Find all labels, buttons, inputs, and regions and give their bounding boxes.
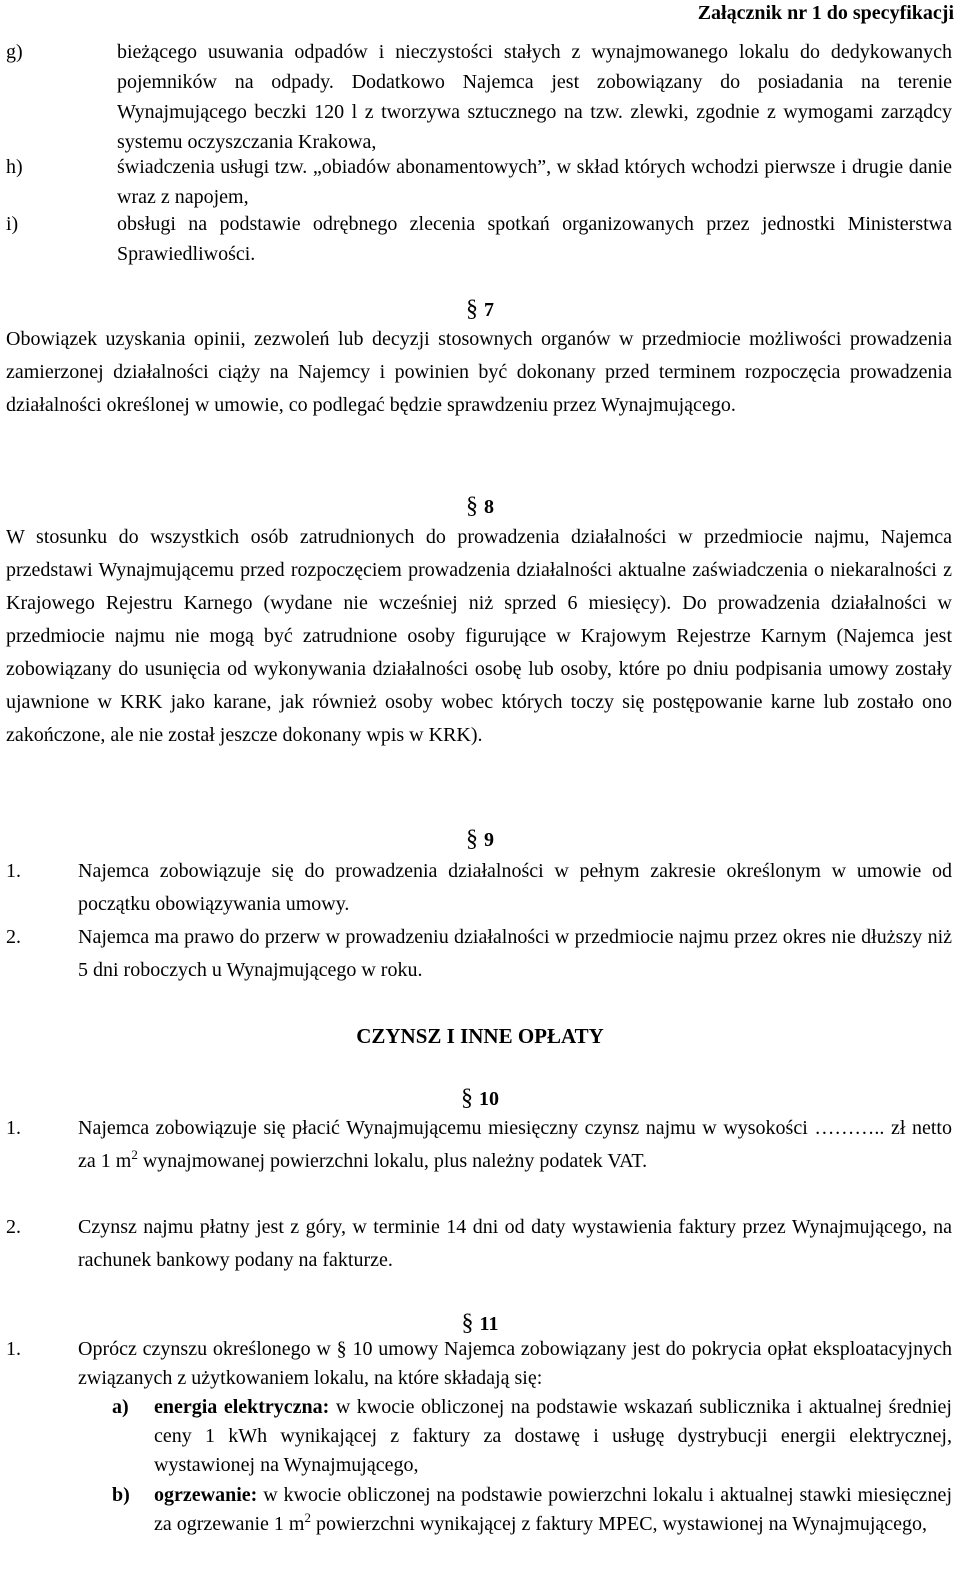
item-text: Najemca zobowiązuje się płacić Wynajmującemu miesięczny czynsz najmu w wysokości ……….. zł netto za 1 $m^2$ wynajmowanej powierzchni lokalu, plus należny podatek VAT. — [78, 1117, 952, 1172]
section-7-text: Obowiązek uzyskania opinii, zezwoleń lub decyzji stosownych organów w przedmiocie możliwości prowadzenia zamierzonej działalności ciąży na Najemcy i powinien być dokonany przed terminem rozpoczęcia prowadzenia działalności określonej w umowie, co podlegać będzie sprawdzeniu przez Wynajmującego. — [6, 328, 952, 416]
item-number: 1. — [6, 860, 21, 882]
sub-item-label: a) — [112, 1396, 129, 1418]
section-9-item-1 — [6, 855, 952, 921]
item-number: 1. — [6, 1117, 21, 1139]
item-text: Oprócz czynszu określonego w § 10 umowy Najemca zobowiązany jest do pokrycia opłat eksploatacyjnych związanych z użytkowaniem lokalu, na które składają się: — [78, 1338, 952, 1389]
superscript: 2 — [131, 1147, 138, 1162]
section-8-text: W stosunku do wszystkich osób zatrudnionych do prowadzenia działalności w przedmiocie najmu, Najemca przedstawi Wynajmującemu przed rozpoczęciem prowadzenia działalności aktualne zaświadczenia o niekaralności z Krajowego Rejestru Karnego (wydane nie wcześniej niż sprzed 6 miesięcy). Do prowadzenia działalności w przedmiocie najmu nie mogą być zatrudnione osoby figurujące w Krajowym Rejestrze Karnym (Najemca jest zobowiązany do usunięcia od wykonywania działalności osobę lub osoby, które po dniu podpisania umowy zostały ujawnione w KRK jako karane, jak również osoby wobec których toczy się postępowanie karne lub zostało ono zakończone, ale nie został jeszcze dokonany wpis w KRK). — [6, 526, 952, 746]
section-10-heading — [0, 1086, 960, 1111]
section-sign: § — [461, 1085, 473, 1111]
sub-item-text: energia elektryczna: w kwocie obliczonej na podstawie wskazań sublicznika i aktualnej średniej ceny 1 kWh wynikającej z faktury za dostawę i usługę dystrybucji energii elektrycznej, wystawionej na Wynajmującego, — [154, 1396, 952, 1476]
item-text: Najemca zobowiązuje się do prowadzenia działalności w pełnym zakresie określonym w umowie od początku obowiązywania umowy. — [78, 860, 952, 915]
sub-item-term: energia elektryczna: — [154, 1396, 330, 1418]
section-8-heading — [0, 494, 960, 519]
section-number: 10 — [479, 1088, 499, 1110]
section-11-heading — [0, 1311, 960, 1336]
list-text: obsługi na podstawie odrębnego zlecenia spotkań organizowanych przez jednostki Ministerstwa Sprawiedliwości. — [117, 213, 952, 265]
section-number: 8 — [484, 496, 494, 518]
item-number: 2. — [6, 926, 21, 948]
section-9-heading — [0, 827, 960, 852]
item-number: 2. — [6, 1216, 21, 1238]
section-sign: § — [466, 493, 478, 519]
section-sign: § — [466, 296, 478, 322]
sub-item-b — [112, 1481, 952, 1539]
item-text: Najemca ma prawo do przerw w prowadzeniu działalności w przedmiocie najmu przez okres nie dłuższy niż 5 dni roboczych u Wynajmującego w roku. — [78, 926, 952, 981]
section-10-item-2 — [6, 1211, 952, 1277]
list-label: h) — [6, 156, 23, 178]
list-label: g) — [6, 41, 23, 63]
attachment-header: Załącznik nr 1 do specyfikacji — [697, 2, 954, 24]
item-number: 1. — [6, 1338, 21, 1360]
section-number: 9 — [484, 829, 494, 851]
sub-item-label: b) — [112, 1484, 130, 1506]
list-text: świadczenia usługi tzw. „obiadów abonamentowych”, w skład których wchodzi pierwsze i drugie danie wraz z napojem, — [117, 156, 952, 208]
sub-item-a — [112, 1393, 952, 1480]
sub-item-text: ogrzewanie: w kwocie obliczonej na podstawie powierzchni lokalu i aktualnej stawki miesięcznej za ogrzewanie 1 $m^2$ powierzchni wynikającej z faktury MPEC, wystawionej na Wynajmującego, — [154, 1484, 952, 1535]
section-11-item-1 — [6, 1335, 952, 1393]
section-sign: § — [461, 1310, 474, 1336]
item-text: Czynsz najmu płatny jest z góry, w terminie 14 dni od daty wystawienia faktury przez Wynajmującego, na rachunek bankowy podany na fakturze. — [78, 1216, 952, 1271]
section-10-item-1 — [6, 1112, 952, 1178]
chapter-heading: CZYNSZ I INNE OPŁATY — [356, 1024, 604, 1048]
section-sign: § — [466, 826, 478, 852]
section-9-item-2 — [6, 921, 952, 987]
sub-item-term: ogrzewanie: — [154, 1484, 258, 1506]
section-number: 7 — [484, 299, 494, 321]
section-number: 11 — [479, 1313, 499, 1335]
list-label: i) — [6, 213, 19, 235]
superscript: 2 — [304, 1510, 311, 1525]
list-text: bieżącego usuwania odpadów i nieczystości stałych z wynajmowanego lokalu do dedykowanych pojemników na odpady. Dodatkowo Najemca jest zobowiązany do posiadania na terenie Wynajmującego beczki 120 l z tworzywa sztucznego na tzw. zlewki, zgodnie z wymogami zarządcy systemu oczyszczania Krakowa, — [117, 41, 952, 153]
section-7-heading — [0, 297, 960, 322]
